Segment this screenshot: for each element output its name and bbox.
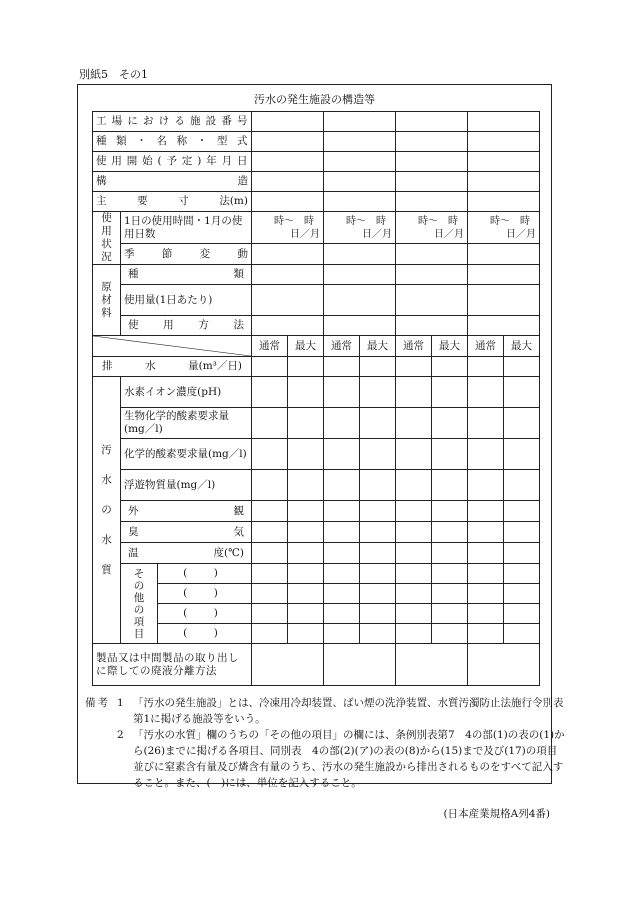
cell-input[interactable] <box>396 152 468 172</box>
cell-input[interactable] <box>324 408 360 439</box>
cell-input[interactable] <box>252 152 324 172</box>
label-odor <box>121 522 252 543</box>
usage-hours-text: 時〜 時 <box>490 215 530 227</box>
cell-input[interactable] <box>396 644 468 686</box>
cell-input[interactable] <box>288 624 324 644</box>
row-kind <box>93 132 540 152</box>
label-char: 使 <box>101 212 112 224</box>
cell-input[interactable] <box>288 501 324 522</box>
cell-input[interactable] <box>324 265 396 285</box>
row-appearance <box>93 501 540 522</box>
cell-input[interactable] <box>252 408 288 439</box>
label-part: 量(m³／日) <box>188 360 242 372</box>
cell-input[interactable] <box>288 543 324 564</box>
cell-input[interactable] <box>324 624 360 644</box>
cell-input[interactable] <box>468 152 540 172</box>
cell-input[interactable] <box>360 439 396 470</box>
cell-input[interactable] <box>432 564 468 584</box>
label-dimensions <box>93 192 252 212</box>
label-char: 汚 <box>101 443 112 456</box>
cell-input[interactable] <box>468 564 504 584</box>
cell-input[interactable] <box>468 604 504 624</box>
label-part: 動 <box>237 247 248 260</box>
subheader-normal: 通常 <box>468 336 504 357</box>
row-usage-hours <box>93 212 540 244</box>
label-char: 水 <box>101 473 112 486</box>
note-number: 2 <box>117 729 124 741</box>
cell-input[interactable] <box>468 285 540 316</box>
cell-input[interactable] <box>432 522 468 543</box>
label-part: 法(m) <box>219 195 248 207</box>
cell-input[interactable] <box>432 357 468 377</box>
cell-input[interactable] <box>468 522 504 543</box>
label-other-group <box>121 564 158 644</box>
label-part: 主 <box>96 195 107 207</box>
label-char: 材 <box>101 293 112 306</box>
other-item-unit[interactable]: ( ) <box>158 604 252 624</box>
label-usage-hours: 1日の使用時間・1月の使用日数 <box>121 212 252 244</box>
label-ss: 浮遊物質量(mg／l) <box>121 470 252 501</box>
usage-days-text: 日／月 <box>362 228 392 240</box>
usage-days-text: 日／月 <box>434 228 464 240</box>
row-factory-no <box>93 112 540 132</box>
label-material-amount: 使用量(1日あたり) <box>121 285 252 316</box>
label-part: 方 <box>198 319 209 331</box>
cell-input[interactable] <box>396 192 468 212</box>
label-part: 水 <box>145 360 156 372</box>
cell-input[interactable] <box>324 377 360 408</box>
cell-input[interactable] <box>360 408 396 439</box>
cell-input[interactable] <box>324 152 396 172</box>
cell-input[interactable] <box>252 132 324 152</box>
label-char: 質 <box>101 563 112 576</box>
row-cod <box>93 439 540 470</box>
cell-input[interactable] <box>468 644 540 686</box>
cell-input[interactable] <box>288 377 324 408</box>
row-bod <box>93 408 540 439</box>
cell-input[interactable] <box>324 501 360 522</box>
note-1 <box>85 695 565 727</box>
cell-input[interactable] <box>288 604 324 624</box>
cell-input[interactable] <box>324 316 396 336</box>
label-bod: 生物化学的酸素要求量(mg／l) <box>121 408 252 439</box>
label-materials-group <box>93 265 121 336</box>
cell-input[interactable] <box>396 543 432 564</box>
diagonal-line <box>93 336 251 356</box>
cell-input[interactable] <box>504 543 540 564</box>
row-other-1 <box>93 564 540 584</box>
label-part: 類 <box>233 268 244 280</box>
label-quality-group <box>93 377 121 644</box>
label-char: 項 <box>133 615 145 628</box>
label-usage-group <box>93 212 121 265</box>
cell-input[interactable] <box>504 564 540 584</box>
row-other-3 <box>93 604 540 624</box>
cell-input[interactable] <box>324 285 396 316</box>
label-start-date: 使用開始(予定)年月日 <box>93 152 252 172</box>
subheader-max: 最大 <box>360 336 396 357</box>
cell-input[interactable] <box>252 192 324 212</box>
cell-input[interactable] <box>432 439 468 470</box>
cell-input[interactable] <box>468 584 504 604</box>
cell-input[interactable] <box>288 564 324 584</box>
cell-input[interactable] <box>252 624 288 644</box>
cell-input[interactable] <box>252 377 288 408</box>
cell-input[interactable] <box>360 501 396 522</box>
cell-input[interactable] <box>252 265 324 285</box>
cell-input[interactable] <box>396 522 432 543</box>
form-frame <box>77 84 552 784</box>
cell-input[interactable] <box>396 357 432 377</box>
row-ph <box>93 377 540 408</box>
cell-input[interactable] <box>432 470 468 501</box>
cell-input[interactable] <box>360 357 396 377</box>
label-part: 寸 <box>178 195 189 207</box>
label-temperature <box>121 543 252 564</box>
note-number: 1 <box>117 697 124 709</box>
cell-usage-hours[interactable] <box>252 212 324 244</box>
cell-input[interactable] <box>396 112 468 132</box>
label-cod: 化学的酸素要求量(mg／l) <box>121 439 252 470</box>
cell-input[interactable] <box>324 172 396 192</box>
label-kind: 種類・名称・型式 <box>93 132 252 152</box>
cell-input[interactable] <box>504 501 540 522</box>
label-part: 季 <box>124 247 135 260</box>
cell-input[interactable] <box>288 439 324 470</box>
cell-input[interactable] <box>468 543 504 564</box>
cell-input[interactable] <box>360 522 396 543</box>
form-title: 汚水の発生施設の構造等 <box>254 93 375 106</box>
other-item-unit[interactable]: ( ) <box>158 564 252 584</box>
cell-input[interactable] <box>504 408 540 439</box>
label-char: 水 <box>101 533 112 546</box>
cell-input[interactable] <box>432 584 468 604</box>
subheader-max: 最大 <box>504 336 540 357</box>
cell-input[interactable] <box>432 543 468 564</box>
cell-input[interactable] <box>324 644 396 686</box>
diagonal-cell <box>93 336 252 357</box>
cell-input[interactable] <box>288 522 324 543</box>
cell-usage-hours[interactable] <box>396 212 468 244</box>
row-material-kind <box>93 265 540 285</box>
cell-input[interactable] <box>396 439 432 470</box>
row-ss <box>93 470 540 501</box>
cell-input[interactable] <box>468 192 540 212</box>
row-subheaders <box>93 336 540 357</box>
cell-input[interactable] <box>504 357 540 377</box>
cell-input[interactable] <box>396 564 432 584</box>
subheader-normal: 通常 <box>324 336 360 357</box>
cell-input[interactable] <box>252 564 288 584</box>
cell-input[interactable] <box>504 604 540 624</box>
label-part: 要 <box>137 195 148 207</box>
label-waste: 製品又は中間製品の取り出しに際しての廃液分離方法 <box>93 644 252 686</box>
note-text: 「汚水の水質」欄のうちの「その他の項目」の欄には、条例別表第7 4の部(1)の表の(1)から(26)までに掲げる各項目、同別表 4の部(2)(ア)の表の(8)から(15)まで及び(17)の項目並びに窒素含有量及び燐含有量のうち、汚水の発生施設から排出されるものをすべて記入すること。また、( )には、単位を記入すること。 <box>133 729 565 789</box>
cell-input[interactable] <box>252 172 324 192</box>
label-ph: 水素イオン濃度(pH) <box>121 377 252 408</box>
cell-input[interactable] <box>324 112 396 132</box>
usage-hours-text: 時〜 時 <box>274 215 314 227</box>
cell-input[interactable] <box>324 522 360 543</box>
cell-input[interactable] <box>324 244 396 265</box>
cell-input[interactable] <box>504 624 540 644</box>
subheader-max: 最大 <box>288 336 324 357</box>
label-part: 用 <box>163 319 174 331</box>
cell-input[interactable] <box>396 244 468 265</box>
cell-input[interactable] <box>432 501 468 522</box>
label-part: 種 <box>128 268 139 280</box>
cell-input[interactable] <box>288 357 324 377</box>
cell-input[interactable] <box>396 265 468 285</box>
label-part: 温 <box>128 546 139 559</box>
label-part: 変 <box>199 247 211 260</box>
label-part: 構 <box>96 175 107 187</box>
cell-input[interactable] <box>252 584 288 604</box>
cell-input[interactable] <box>360 543 396 564</box>
label-part: 気 <box>233 525 244 538</box>
subheader-normal: 通常 <box>396 336 432 357</box>
cell-input[interactable] <box>504 584 540 604</box>
cell-input[interactable] <box>468 408 504 439</box>
cell-input[interactable] <box>468 624 504 644</box>
cell-input[interactable] <box>252 501 288 522</box>
label-char: そ <box>133 567 145 580</box>
usage-hours-text: 時〜 時 <box>346 215 386 227</box>
label-part: 外 <box>128 504 139 517</box>
cell-input[interactable] <box>288 470 324 501</box>
cell-input[interactable] <box>360 604 396 624</box>
page-label: 別紙5 その1 <box>79 68 148 81</box>
other-item-unit[interactable]: ( ) <box>158 584 252 604</box>
cell-input[interactable] <box>396 285 468 316</box>
cell-input[interactable] <box>252 244 324 265</box>
row-other-4 <box>93 624 540 644</box>
cell-input[interactable] <box>468 439 504 470</box>
row-structure <box>93 172 540 192</box>
note-2 <box>117 727 565 791</box>
label-char: 用 <box>101 225 112 237</box>
cell-input[interactable] <box>504 377 540 408</box>
cell-input[interactable] <box>252 522 288 543</box>
other-item-unit[interactable]: ( ) <box>158 624 252 644</box>
cell-input[interactable] <box>252 543 288 564</box>
cell-input[interactable] <box>360 470 396 501</box>
usage-days-text: 日／月 <box>290 228 320 240</box>
cell-input[interactable] <box>504 439 540 470</box>
label-part: 節 <box>161 247 173 260</box>
subheader-max: 最大 <box>432 336 468 357</box>
label-char: 他 <box>133 591 145 604</box>
cell-input[interactable] <box>432 604 468 624</box>
cell-input[interactable] <box>396 377 432 408</box>
cell-input[interactable] <box>288 408 324 439</box>
label-material-kind <box>121 265 252 285</box>
cell-input[interactable] <box>396 584 432 604</box>
cell-input[interactable] <box>324 439 360 470</box>
cell-input[interactable] <box>468 470 504 501</box>
label-char: 料 <box>101 306 112 319</box>
cell-input[interactable] <box>324 192 396 212</box>
footer-reference: (日本産業規格A列4番) <box>443 808 550 820</box>
cell-input[interactable] <box>360 584 396 604</box>
cell-input[interactable] <box>324 564 360 584</box>
row-odor <box>93 522 540 543</box>
cell-input[interactable] <box>396 172 468 192</box>
label-appearance <box>121 501 252 522</box>
row-discharge <box>93 357 540 377</box>
row-waste <box>93 644 540 686</box>
usage-days-text: 日／月 <box>506 228 536 240</box>
label-part: 臭 <box>128 525 139 538</box>
cell-input[interactable] <box>432 408 468 439</box>
label-part: 度(℃) <box>213 546 244 559</box>
cell-input[interactable] <box>504 470 540 501</box>
notes-section <box>85 695 565 791</box>
cell-input[interactable] <box>324 470 360 501</box>
cell-input[interactable] <box>252 112 324 132</box>
cell-input[interactable] <box>432 377 468 408</box>
notes-heading: 備考 <box>85 697 110 709</box>
row-seasonal <box>93 244 540 265</box>
cell-input[interactable] <box>396 316 468 336</box>
cell-input[interactable] <box>468 172 540 192</box>
label-char: の <box>133 603 145 616</box>
cell-input[interactable] <box>468 357 504 377</box>
cell-input[interactable] <box>396 470 432 501</box>
cell-input[interactable] <box>396 132 468 152</box>
row-dimensions <box>93 192 540 212</box>
cell-input[interactable] <box>468 265 540 285</box>
cell-input[interactable] <box>468 501 504 522</box>
cell-input[interactable] <box>360 377 396 408</box>
cell-input[interactable] <box>252 357 288 377</box>
cell-input[interactable] <box>504 522 540 543</box>
cell-input[interactable] <box>252 604 288 624</box>
cell-input[interactable] <box>252 470 288 501</box>
cell-usage-hours[interactable] <box>468 212 540 244</box>
label-char: の <box>101 503 112 516</box>
label-part: 観 <box>233 504 244 517</box>
label-material-method <box>121 316 252 336</box>
cell-input[interactable] <box>324 543 360 564</box>
form-table <box>92 111 540 686</box>
label-char: 状 <box>101 238 112 250</box>
label-discharge <box>93 357 252 377</box>
subheader-normal: 通常 <box>252 336 288 357</box>
cell-input[interactable] <box>396 408 432 439</box>
label-part: 造 <box>237 175 248 187</box>
cell-input[interactable] <box>252 285 324 316</box>
label-part: 法 <box>233 319 244 331</box>
label-part: 排 <box>102 360 113 372</box>
label-char: 目 <box>133 627 145 640</box>
cell-input[interactable] <box>396 501 432 522</box>
cell-input[interactable] <box>468 316 540 336</box>
cell-input[interactable] <box>468 132 540 152</box>
note-text: 「汚水の発生施設」とは、冷凍用冷却装置、ばい煙の洗浄装置、水質汚濁防止法施行令別表第1に掲げる施設等をいう。 <box>133 697 564 725</box>
row-material-method <box>93 316 540 336</box>
cell-input[interactable] <box>252 644 324 686</box>
cell-input[interactable] <box>360 564 396 584</box>
cell-input[interactable] <box>288 584 324 604</box>
label-seasonal <box>121 244 252 265</box>
cell-input[interactable] <box>396 604 432 624</box>
cell-input[interactable] <box>324 604 360 624</box>
cell-input[interactable] <box>324 584 360 604</box>
row-other-2 <box>93 584 540 604</box>
label-structure <box>93 172 252 192</box>
row-start-date <box>93 152 540 172</box>
cell-input[interactable] <box>360 624 396 644</box>
cell-input[interactable] <box>432 624 468 644</box>
cell-input[interactable] <box>324 357 360 377</box>
row-temperature <box>93 543 540 564</box>
cell-input[interactable] <box>324 132 396 152</box>
label-char: 況 <box>101 251 112 263</box>
cell-usage-hours[interactable] <box>324 212 396 244</box>
label-part: 使 <box>128 319 139 331</box>
cell-input[interactable] <box>396 624 432 644</box>
label-factory-no: 工場における施設番号 <box>93 112 252 132</box>
cell-input[interactable] <box>252 316 324 336</box>
label-char: の <box>133 579 145 592</box>
cell-input[interactable] <box>468 377 504 408</box>
usage-hours-text: 時〜 時 <box>418 215 458 227</box>
cell-input[interactable] <box>468 112 540 132</box>
label-char: 原 <box>101 280 112 293</box>
cell-input[interactable] <box>468 244 540 265</box>
cell-input[interactable] <box>252 439 288 470</box>
row-material-amount <box>93 285 540 316</box>
